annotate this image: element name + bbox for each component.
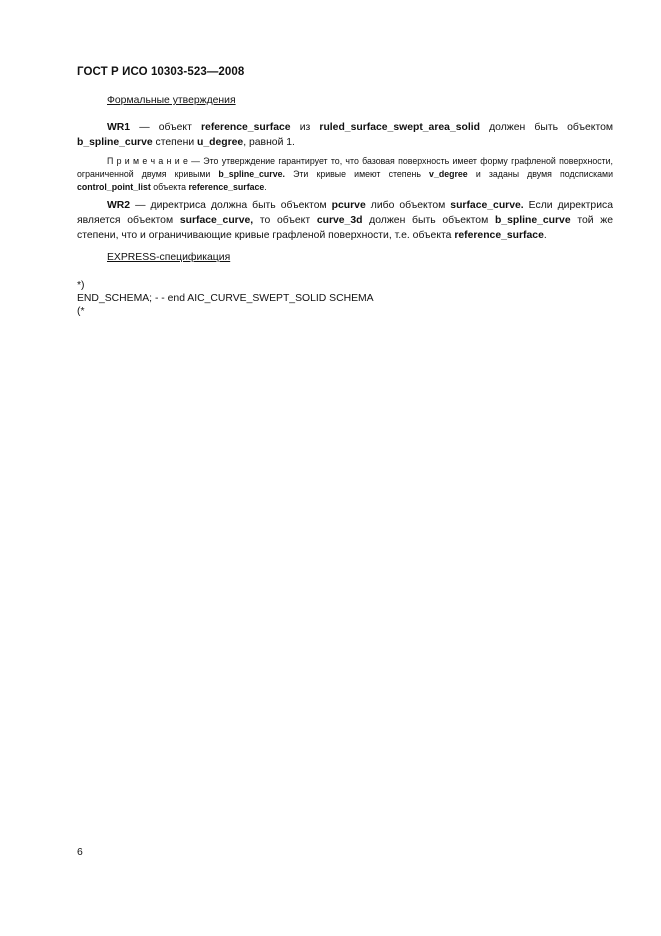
express-spec-heading: EXPRESS-спецификация (107, 252, 231, 263)
note-term-2: v_degree (429, 169, 468, 179)
note-text-4: объекта (150, 182, 189, 192)
code-line-close: (* (77, 306, 85, 317)
code-line-open: *) (77, 280, 85, 291)
wr1-label: WR1 (107, 122, 131, 133)
wr2-text-2: либо объектом (365, 200, 451, 211)
code-line-end-schema: END_SCHEMA; - - end AIC_CURVE_SWEPT_SOLID SCHEMA (77, 293, 374, 304)
wr2-label: WR2 (107, 200, 131, 211)
wr1-text-3: должен быть объектом (479, 122, 614, 133)
note-paragraph (77, 155, 613, 194)
wr2-text-1: — директриса должна быть объектом (130, 200, 332, 211)
formal-statements-heading: Формальные утверждения (107, 95, 236, 106)
note-term-4: reference_surface (188, 182, 265, 192)
note-text-1: — Это утверждение гарантирует то, что базовая поверхность имеет форму графленой поверхности, ограниченной двумя кривыми (77, 156, 613, 179)
wr1-text-1: — объект (130, 122, 201, 133)
wr2-text-5: должен быть объектом (362, 215, 495, 226)
wr2-paragraph (77, 198, 613, 243)
wr1-text-2: из (290, 122, 320, 133)
wr2-text-4: то объект (253, 215, 317, 226)
wr2-term-1: pcurve (331, 200, 366, 211)
wr2-text-6: той же степени, что и ограничивающие кривые графленой поверхности, т.е. объекта (77, 215, 614, 241)
wr1-term-3: b_spline_curve (77, 137, 153, 148)
page-number: 6 (77, 847, 83, 858)
note-term-1: b_spline_curve. (218, 169, 285, 179)
wr2-text-7: . (543, 230, 547, 241)
wr1-text-4: степени (152, 137, 198, 148)
wr2-term-4: curve_3d (316, 215, 363, 226)
wr1-term-2: ruled_surface_swept_area_solid (319, 122, 480, 133)
wr2-term-2: surface_curve. (450, 200, 524, 211)
wr2-term-3: surface_curve, (179, 215, 254, 226)
note-label: П р и м е ч а н и е (107, 156, 188, 166)
wr1-text-5: , равной 1. (243, 137, 295, 148)
wr1-term-1: reference_surface (201, 122, 291, 133)
note-term-3: control_point_list (77, 182, 151, 192)
document-body (77, 93, 613, 318)
wr2-term-6: reference_surface (454, 230, 544, 241)
wr2-term-5: b_spline_curve (494, 215, 571, 226)
note-text-5: . (264, 182, 267, 192)
note-text-2: Эти кривые имеют степень (284, 169, 430, 179)
wr1-term-4: u_degree (197, 137, 244, 148)
note-text-3: и заданы двумя подсписками (467, 169, 613, 179)
wr1-paragraph (77, 120, 613, 150)
wr2-text-3: Если директриса является объектом (77, 200, 613, 226)
document-header: ГОСТ Р ИСО 10303-523—2008 (77, 66, 245, 78)
